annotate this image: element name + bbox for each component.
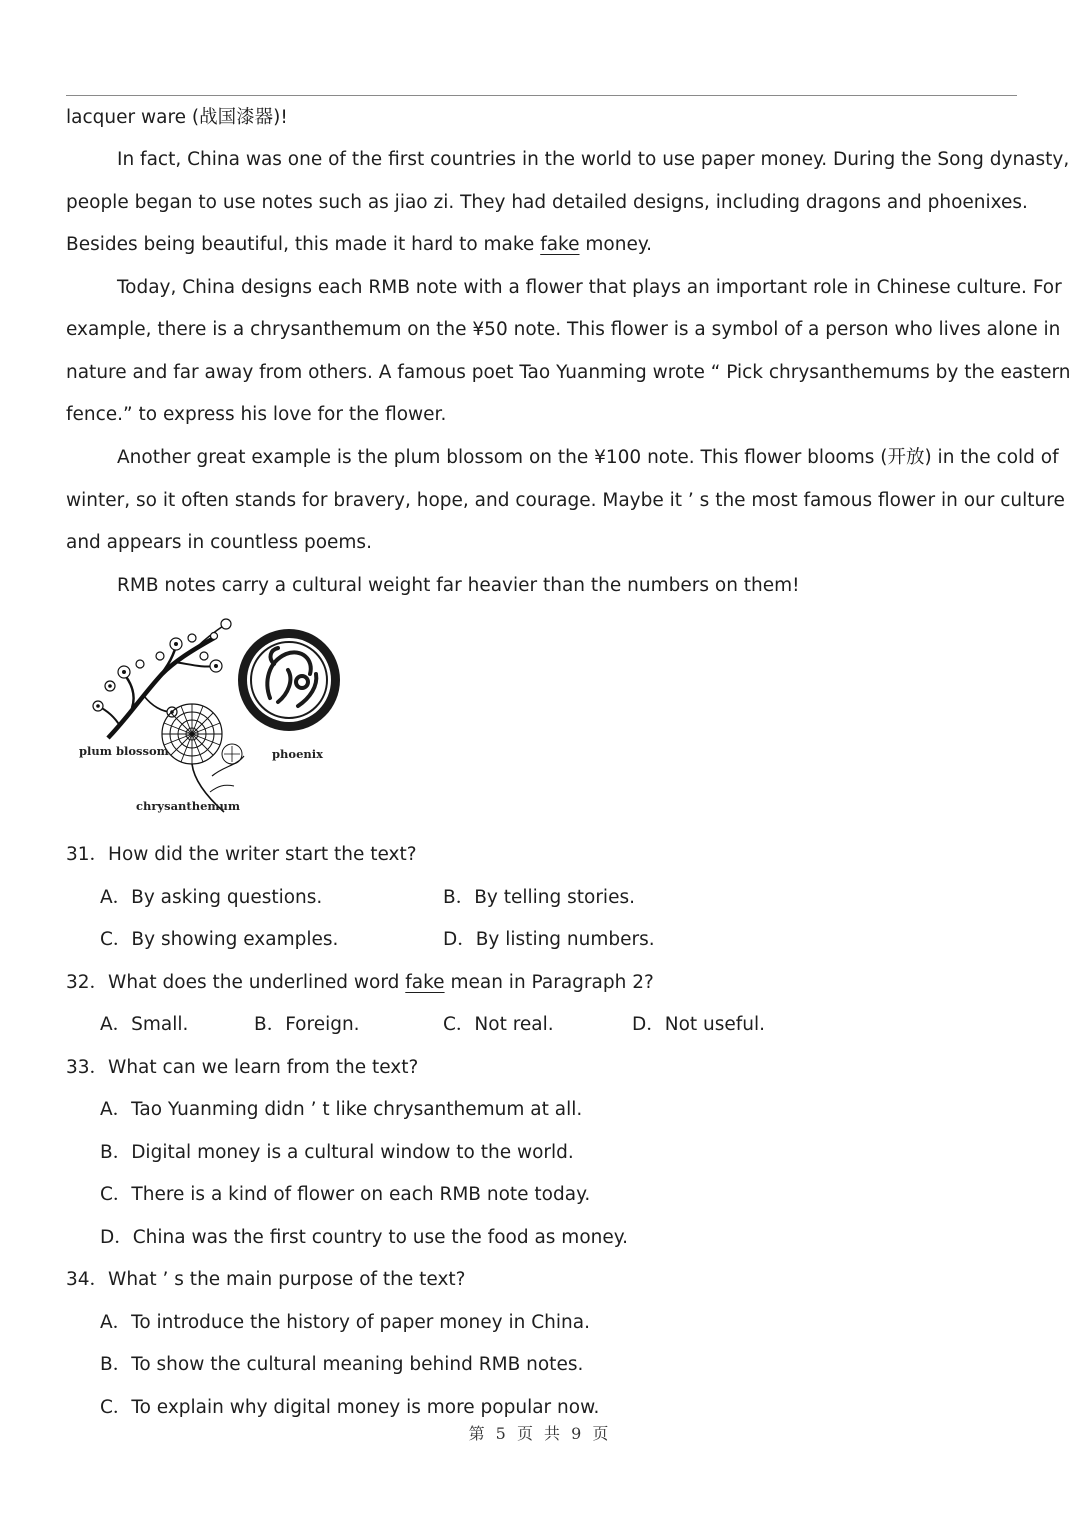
passage-line: Today, China designs each RMB note with a flower that plays an important role in Chinese culture. For xyxy=(117,277,1062,298)
passage-line: Another great example is the plum blossom on the ¥100 note. This flower blooms (开放) in the cold of xyxy=(117,447,1059,468)
passage-line: nature and far away from others. A famous poet Tao Yuanming wrote “ Pick chrysanthemums by the eastern xyxy=(66,362,1071,383)
page-footer: 第 5 页 共 9 页 xyxy=(468,1424,612,1443)
caption-plum-blossom: plum blossom xyxy=(79,744,169,758)
header-rule xyxy=(66,95,1017,96)
passage-line: example, there is a chrysanthemum on the ¥50 note. This flower is a symbol of a person who lives alone in xyxy=(66,319,1061,340)
option-b: B．By telling stories. xyxy=(443,887,635,908)
illustration-figure xyxy=(74,616,346,820)
option-b: B．Foreign. xyxy=(254,1014,360,1035)
underlined-word-fake: fake xyxy=(540,234,580,255)
passage-line: and appears in countless poems. xyxy=(66,532,372,553)
plum-blossom-icon xyxy=(93,619,231,738)
option-a: A．To introduce the history of paper money in China. xyxy=(100,1312,590,1333)
caption-chrysanthemum: chrysanthemum xyxy=(136,799,241,813)
option-b: B．To show the cultural meaning behind RMB notes. xyxy=(100,1354,584,1375)
option-b: B．Digital money is a cultural window to the world. xyxy=(100,1142,574,1163)
option-d: D．Not useful. xyxy=(632,1014,766,1035)
option-a: A．Small. xyxy=(100,1014,189,1035)
plum-chrysanthemum-phoenix-illustration xyxy=(74,616,346,820)
option-a: A．By asking questions. xyxy=(100,887,323,908)
passage-line: fence.” to express his love for the flower. xyxy=(66,404,447,425)
passage-line: lacquer ware (战国漆器)! xyxy=(66,107,288,128)
caption-phoenix: phoenix xyxy=(272,747,323,761)
option-d: D．By listing numbers. xyxy=(443,929,655,950)
question-stem: 31．How did the writer start the text? xyxy=(66,844,417,865)
passage-line xyxy=(66,233,1017,257)
question-stem xyxy=(66,971,654,995)
underlined-word-fake: fake xyxy=(405,972,445,993)
option-a: A．Tao Yuanming didn ’ t like chrysanthemum at all. xyxy=(100,1099,583,1120)
option-c: C．There is a kind of flower on each RMB note today. xyxy=(100,1184,591,1205)
passage-line: people began to use notes such as jiao zi. They had detailed designs, including dragons and phoenixes. xyxy=(66,192,1028,213)
question-stem: 34．What ’ s the main purpose of the text? xyxy=(66,1269,466,1290)
option-d: D．China was the first country to use the food as money. xyxy=(100,1227,628,1248)
option-c: C．To explain why digital money is more popular now. xyxy=(100,1397,600,1418)
option-c: C．Not real. xyxy=(443,1014,554,1035)
chrysanthemum-icon xyxy=(162,704,244,812)
text-segment: Besides being beautiful, this made it hard to make xyxy=(66,234,541,255)
passage-line: RMB notes carry a cultural weight far heavier than the numbers on them! xyxy=(117,575,800,596)
option-c: C．By showing examples. xyxy=(100,929,339,950)
passage-line: In fact, China was one of the first countries in the world to use paper money. During the Song dynasty, xyxy=(117,149,1070,170)
phoenix-icon xyxy=(238,629,340,731)
passage-line: winter, so it often stands for bravery, hope, and courage. Maybe it ’ s the most famous flower in our culture xyxy=(66,490,1065,511)
question-stem: 33．What can we learn from the text? xyxy=(66,1057,419,1078)
text-segment: money. xyxy=(579,234,653,255)
text-segment: mean in Paragraph 2? xyxy=(444,972,654,993)
text-segment: 32．What does the underlined word xyxy=(66,972,406,993)
